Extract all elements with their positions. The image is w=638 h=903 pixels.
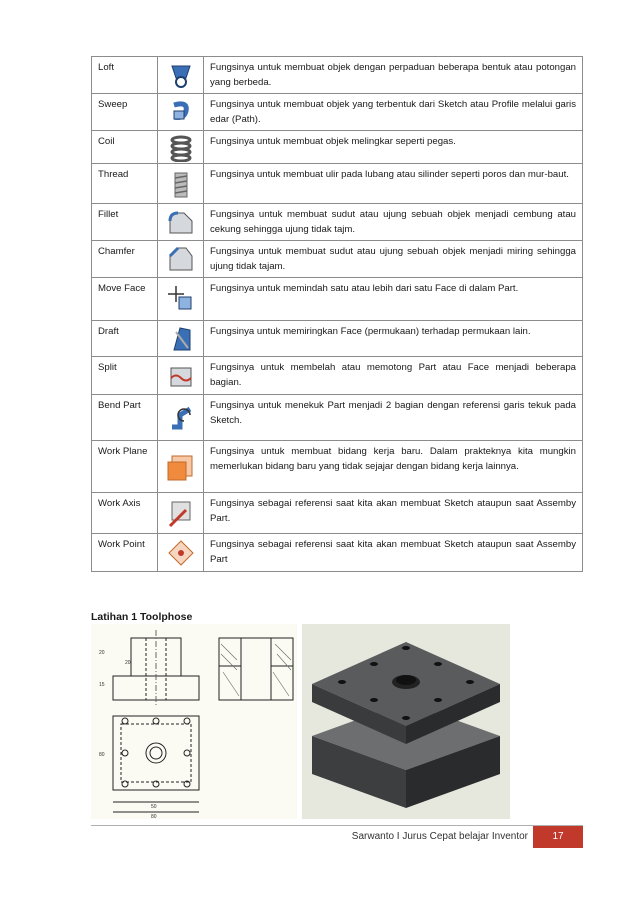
svg-text:50: 50 — [151, 804, 157, 810]
tool-description: Fungsinya untuk memindah satu atau lebih dari satu Face di dalam Part. — [204, 278, 583, 321]
tool-icon-cell — [158, 357, 204, 395]
page-number-badge: 17 — [533, 826, 583, 848]
footer-text: Sarwanto I Jurus Cepat belajar Inventor — [351, 831, 528, 842]
tool-description: Fungsinya untuk membuat objek melingkar seperti pegas. — [204, 131, 583, 164]
tool-description: Fungsinya sebagai referensi saat kita akan membuat Sketch ataupun saat Assemby Part — [204, 534, 583, 572]
table-row — [92, 131, 583, 164]
tool-icon-cell — [158, 164, 204, 204]
technical-drawing-figure — [91, 624, 297, 819]
table-row — [92, 94, 583, 131]
tool-name: Work Point — [92, 534, 158, 572]
table-row — [92, 241, 583, 278]
table-row — [92, 534, 583, 572]
tool-icon-cell — [158, 241, 204, 278]
table-row — [92, 357, 583, 395]
tool-name: Split — [92, 357, 158, 395]
tool-name: Bend Part — [92, 395, 158, 441]
table-row — [92, 204, 583, 241]
split-icon — [166, 361, 196, 391]
tool-description: Fungsinya untuk memiringkan Face (permukaan) terhadap permukaan lain. — [204, 321, 583, 357]
fillet-icon — [166, 207, 196, 237]
table-row — [92, 321, 583, 357]
chamfer-icon — [166, 244, 196, 274]
coil-icon — [166, 132, 196, 162]
tool-name: Thread — [92, 164, 158, 204]
svg-text:20: 20 — [99, 650, 105, 656]
tool-name: Sweep — [92, 94, 158, 131]
footer-divider — [91, 825, 583, 826]
tool-name: Work Axis — [92, 493, 158, 534]
tool-icon-cell — [158, 57, 204, 94]
tool-name: Loft — [92, 57, 158, 94]
tool-icon-cell — [158, 204, 204, 241]
table-row — [92, 395, 583, 441]
isometric-3d-model-figure — [302, 624, 510, 819]
bend-part-icon — [166, 403, 196, 433]
draft-icon — [166, 324, 196, 354]
work-axis-icon — [166, 498, 196, 528]
tool-description: Fungsinya sebagai referensi saat kita akan membuat Sketch ataupun saat Assemby Part. — [204, 493, 583, 534]
tool-icon-cell — [158, 278, 204, 321]
tool-name: Coil — [92, 131, 158, 164]
section-heading: Latihan 1 Toolphose — [91, 611, 193, 623]
tool-description: Fungsinya untuk membuat objek dengan perpaduan beberapa bentuk atau potongan yang berbeda. — [204, 57, 583, 94]
loft-icon — [166, 60, 196, 90]
tool-icon-cell — [158, 131, 204, 164]
sweep-icon — [166, 97, 196, 127]
svg-text:15: 15 — [99, 682, 105, 688]
tool-name: Draft — [92, 321, 158, 357]
table-row — [92, 441, 583, 493]
tool-icon-cell — [158, 534, 204, 572]
table-row — [92, 57, 583, 94]
thread-icon — [166, 169, 196, 199]
tools-table — [91, 56, 583, 572]
work-plane-icon — [166, 452, 196, 482]
tool-description: Fungsinya untuk membelah atau memotong Part atau Face menjadi beberapa bagian. — [204, 357, 583, 395]
table-row — [92, 278, 583, 321]
tool-icon-cell — [158, 321, 204, 357]
tool-description: Fungsinya untuk membuat sudut atau ujung sebuah objek menjadi cembung atau cekung sehingga ujung tidak tajm. — [204, 204, 583, 241]
tool-description: Fungsinya untuk membuat bidang kerja baru. Dalam prakteknya kita mungkin memerlukan bidang baru yang tidak sejajar dengan bidang kerja lainnya. — [204, 441, 583, 493]
move-face-icon — [166, 284, 196, 314]
tool-name: Fillet — [92, 204, 158, 241]
tool-name: Work Plane — [92, 441, 158, 493]
tool-name: Move Face — [92, 278, 158, 321]
svg-text:80: 80 — [151, 814, 157, 819]
svg-text:20: 20 — [125, 660, 131, 666]
tool-description: Fungsinya untuk menekuk Part menjadi 2 bagian dengan referensi garis tekuk pada Sketch. — [204, 395, 583, 441]
tool-name: Chamfer — [92, 241, 158, 278]
svg-text:80: 80 — [99, 752, 105, 758]
tool-icon-cell — [158, 493, 204, 534]
tool-description: Fungsinya untuk membuat sudut atau ujung sebuah objek menjadi miring sehingga ujung tidak tajam. — [204, 241, 583, 278]
tool-icon-cell — [158, 94, 204, 131]
table-row — [92, 493, 583, 534]
work-point-icon — [166, 538, 196, 568]
tool-icon-cell — [158, 395, 204, 441]
tool-icon-cell — [158, 441, 204, 493]
tool-description: Fungsinya untuk membuat objek yang terbentuk dari Sketch atau Profile melalui garis edar (Path). — [204, 94, 583, 131]
table-row — [92, 164, 583, 204]
tool-description: Fungsinya untuk membuat ulir pada lubang atau silinder seperti poros dan mur-baut. — [204, 164, 583, 204]
